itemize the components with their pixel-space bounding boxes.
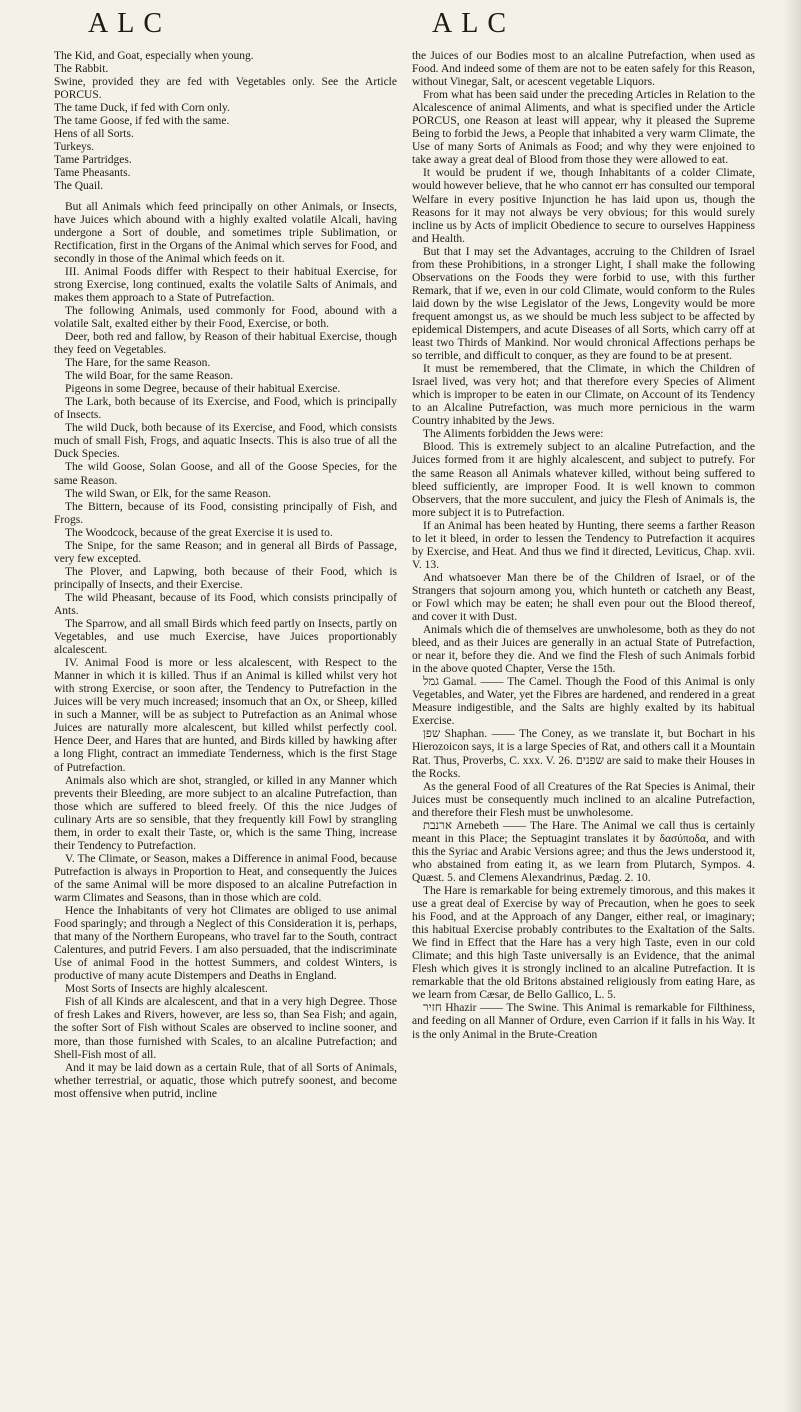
paragraph: חזיר Hhazir —— The Swine. This Animal is remarkable for Filthiness, and feeding on all Manner of Ordure, even Carrion if it falls in his Way. It is the only Animal in the Brute-Creation (412, 1002, 755, 1041)
paragraph: Most Sorts of Insects are highly alcalescent. (65, 983, 268, 996)
paragraph: The wild Swan, or Elk, for the same Reason. (65, 487, 271, 500)
left-text-column (54, 50, 397, 1406)
paragraph: The Hare, for the same Reason. (65, 357, 211, 370)
paragraph: Hens of all Sorts. (54, 128, 134, 141)
paragraph: Hence the Inhabitants of very hot Climates are obliged to use animal Food sparingly; and through a Neglect of this Consideration it is, perhaps, that many of the Northern Europeans, who travel far to the South, contract Calentures, and putrid Fevers. I am also persuaded, that the indiscriminate Use of animal Food in the hottest Summers, and coldest Winters, is productive of many acute Distempers and Deaths in England. (54, 905, 397, 983)
paragraph: Fish of all Kinds are alcalescent, and that in a very high Degree. Those of fresh Lakes and Rivers, however, are less so, than Sea Fish; and again, the softer Sort of Fish without Scales are observed to incline sooner, and more, than those furnished with Scales, to an alcaline Putrefaction; and Shell-Fish most of all. (54, 996, 397, 1061)
paragraph: V. The Climate, or Season, makes a Difference in animal Food, because Putrefaction is always in Proportion to Heat, and consequently the Juices of the same Animal will be more disposed to an alcaline Putrefaction in warm Climates and Seasons, than in those which are cold. (54, 852, 397, 904)
paragraph: The tame Duck, if fed with Corn only. (54, 102, 230, 115)
paragraph: And whatsoever Man there be of the Children of Israel, or of the Strangers that sojourn among you, which hunteth or catcheth any Beast, or Fowl which may be eaten; he shall even pour out the Blood thereof, and cover it with Dust. (412, 571, 755, 624)
paragraph: The Sparrow, and all small Birds which feed partly on Insects, partly on Vegetables, and use much Exercise, have Juices proportionably alcalescent. (54, 618, 397, 657)
paragraph: גמל Gamal. —— The Camel. Though the Food of this Animal is only Vegetables, and Water, yet the Fibres are hardened, and rendered in a great Measure indigestible, and the Salts are highly exalted by its habitual Exercise. (412, 676, 755, 728)
paragraph: The wild Pheasant, because of its Food, which consists principally of Ants. (54, 591, 397, 617)
paragraph: The Hare is remarkable for being extremely timorous, and this makes it use a great deal of Exercise by way of Precaution, when he goes to seek his Food, and at the Approach of any Danger, either real, or imaginary; this habitual Exercise probably contributes to the Exaltation of the Salts. We find in Effect that the Hare has a very high Taste, even in our cold Climate; and this high Taste universally is an Evidence, that the animal Flesh which gives it is strongly inclined to an alcaline Putrefaction. It is remarkable that the old Britons abstained religiously from eating Hare, as we learn from Cæsar, de Bello Gallico, L. 5. (412, 885, 755, 1002)
paragraph: The Woodcock, because of the great Exercise it is used to. (65, 526, 333, 539)
paragraph: Pigeons in some Degree, because of their habitual Exercise. (65, 383, 341, 396)
paragraph: Tame Pheasants. (54, 167, 131, 180)
running-head (0, 4, 801, 46)
paragraph: Turkeys. (54, 141, 95, 154)
paragraph: IV. Animal Food is more or less alcalescent, with Respect to the Manner in which it is killed. Thus if an Animal is killed whilst very hot with strong Exercise, or soon after, the Tendency to Putrefaction in the Juices will be very much increased; insomuch that an Ox, or Sheep, killed in such a Manner, will be as subject to Putrefaction as an Animal whose Juices are naturally more alcalescent, but killed whilst perfectly cool. Hence Deer, and Hares that are hunted, and Birds killed by hawking after a long Flight, contract an immediate Tenderness, which is the first Stage of Putrefaction. (54, 657, 397, 774)
paragraph: the Juices of our Bodies most to an alcaline Putrefaction, when used as Food. And indeed some of them are not to be eaten safely for this Reason, without Vinegar, Salt, or acescent vegetable Liquors. (412, 50, 755, 89)
paragraph: The Rabbit. (54, 63, 109, 76)
paragraph: The Quail. (54, 180, 104, 193)
paragraph: It must be remembered, that the Climate, in which the Children of Israel lived, was very hot; and that therefore every Species of Aliment which is improper to be eaten in our Climate, on Account of its Tendency to an Alcaline Putrefaction, was much more pernicious in the warm Country inhabited by the Jews. (412, 363, 755, 428)
paragraph: The Kid, and Goat, especially when young. (54, 50, 254, 62)
right-text-column (412, 50, 755, 1406)
running-head-left: ALC (88, 8, 171, 39)
paragraph: The Aliments forbidden the Jews were: (423, 428, 604, 441)
paragraph: Blood. This is extremely subject to an alcaline Putrefaction, and the Juices formed from it are highly alcalescent, and subject to putrefy. For the same Reason all Animals whatever killed, without being suffered to bleed sufficiently, are improper Food. It is well known to common Observers, that the more succulent, and juicy the Flesh of Animals is, the more subject it is to Putrefaction. (412, 441, 755, 519)
paragraph: Tame Partridges. (54, 154, 132, 167)
paragraph: שפן Shaphan. —— The Coney, as we translate it, but Bochart in his Hierozoicon says, it is a large Species of Rat, and others call it a Mountain Rat. Thus, Proverbs, C. xxx. V. 26. שפנים are said to make their Houses in the Rocks. (412, 728, 755, 780)
paragraph: From what has been said under the preceding Articles in Relation to the Alcalescence of animal Aliments, and what is specified under the Article PORCUS, one Reason at least will appear, why it pleased the Supreme Being to forbid the Jews, a People that inhabited a very warm Climate, the Use of many Sorts of Animals as Food; and why they were enjoined to take away a great deal of Blood from those they were allowed to eat. (412, 89, 755, 167)
paragraph: The wild Goose, Solan Goose, and all of the Goose Species, for the same Reason. (54, 461, 397, 487)
paragraph: The wild Boar, for the same Reason. (65, 370, 234, 383)
paragraph: But that I may set the Advantages, accruing to the Children of Israel from these Prohibitions, in a stronger Light, I shall make the following Observations on the Foods they were forbid to use, with this further Remark, that if we, even in our cold Climate, would conform to the Rules laid down by the wise Legislator of the Jews, Longevity would be more frequent amongst us, as we should be much less subject to be affected by epidemical Distempers, and acute Diseases of all Sorts, which carry off at least two Thirds of Mankind. Nor would chronical Affections perhaps be so terrible, and difficult to conquer, as they are found to be at present. (412, 245, 755, 363)
paragraph: The Bittern, because of its Food, consisting principally of Fish, and Frogs. (54, 500, 397, 526)
running-head-right: ALC (432, 8, 515, 39)
paragraph: And it may be laid down as a certain Rule, that of all Sorts of Animals, whether terrestrial, or aquatic, those which putrefy soonest, and become most offensive when putrid, incline (54, 1061, 397, 1100)
paragraph: The Lark, both because of its Exercise, and Food, which is principally of Insects. (54, 396, 397, 422)
paragraph: The Snipe, for the same Reason; and in general all Birds of Passage, very few excepted. (54, 539, 397, 565)
paragraph: Animals also which are shot, strangled, or killed in any Manner which prevents their Bleeding, are more subject to an alcaline Putrefaction, than those which are suffered to bleed freely. Of this the nice Judges of culinary Arts are so sensible, that they frequently kill Fowl by strangling them, in order to exalt their Taste, or, which is the same Thing, increase their Tendency to Putrefaction. (54, 774, 397, 852)
paragraph: The wild Duck, both because of its Exercise, and Food, which consists much of small Fish, Frogs, and aquatic Insects. This is also true of all the Duck Species. (54, 422, 397, 461)
paragraph: Swine, provided they are fed with Vegetables only. See the Article PORCUS. (54, 76, 397, 102)
paragraph: Deer, both red and fallow, by Reason of their habitual Exercise, though they feed on Vegetables. (54, 330, 397, 357)
page-edge-shadow (783, 0, 801, 1412)
paragraph: ארנבת Arnebeth —— The Hare. The Animal we call thus is certainly meant in this Place; the Septuagint translates it by δασύποδα, and with this the Syriac and Arabic Versions agree; and thus the Jews understood it, who abstained from eating it, as we learn from Plutarch, Sympos. 4. Quæst. 5. and Clemens Alexandrinus, Pædag. 2. 10. (412, 819, 755, 884)
paragraph: As the general Food of all Creatures of the Rat Species is Animal, their Juices must be consequently much inclined to an alcaline Putrefaction, and therefore their Flesh must be unwholesome. (412, 780, 755, 819)
paragraph: But all Animals which feed principally on other Animals, or Insects, have Juices which abound with a highly exalted volatile Alcali, having undergone a Sort of double, and sometimes triple Sublimation, or Rectification, first in the Organs of the Animal which serves for Food, and secondly in those of the Animal which feeds on it. (54, 200, 397, 265)
paragraph: It would be prudent if we, though Inhabitants of a colder Climate, would however believe, that he who cannot err has consulted our temporal Welfare in every positive Injunction he has laid upon us, though the Reasons for it may not always be very obvious; for this would surely incline us by Acts of implicit Obedience to secure to ourselves Happiness and Health. (412, 167, 755, 245)
paragraph: Animals which die of themselves are unwholesome, both as they do not bleed, and as their Juices are generally in an actual State of Putrefaction, or near it, before they die. And we find the Flesh of such Animals forbid in the above quoted Chapter, Verse the 15th. (412, 624, 755, 676)
paragraph: The tame Goose, if fed with the same. (54, 115, 230, 128)
paragraph: The Plover, and Lapwing, both because of their Food, which is principally of Insects, and their Exercise. (54, 565, 397, 591)
paragraph: III. Animal Foods differ with Respect to their habitual Exercise, for strong Exercise, long continued, exalts the volatile Salts of Animals, and makes them approach to a State of Putrefaction. (54, 265, 397, 304)
paragraph: The following Animals, used commonly for Food, abound with a volatile Salt, exalted either by their Food, Exercise, or both. (54, 304, 397, 330)
paragraph: If an Animal has been heated by Hunting, there seems a farther Reason to let it bleed, in order to lessen the Tendency to Putrefaction it acquires by Exercise, and Heat. And thus we find it directed, Leviticus, Chap. xvii. V. 13. (412, 519, 755, 571)
